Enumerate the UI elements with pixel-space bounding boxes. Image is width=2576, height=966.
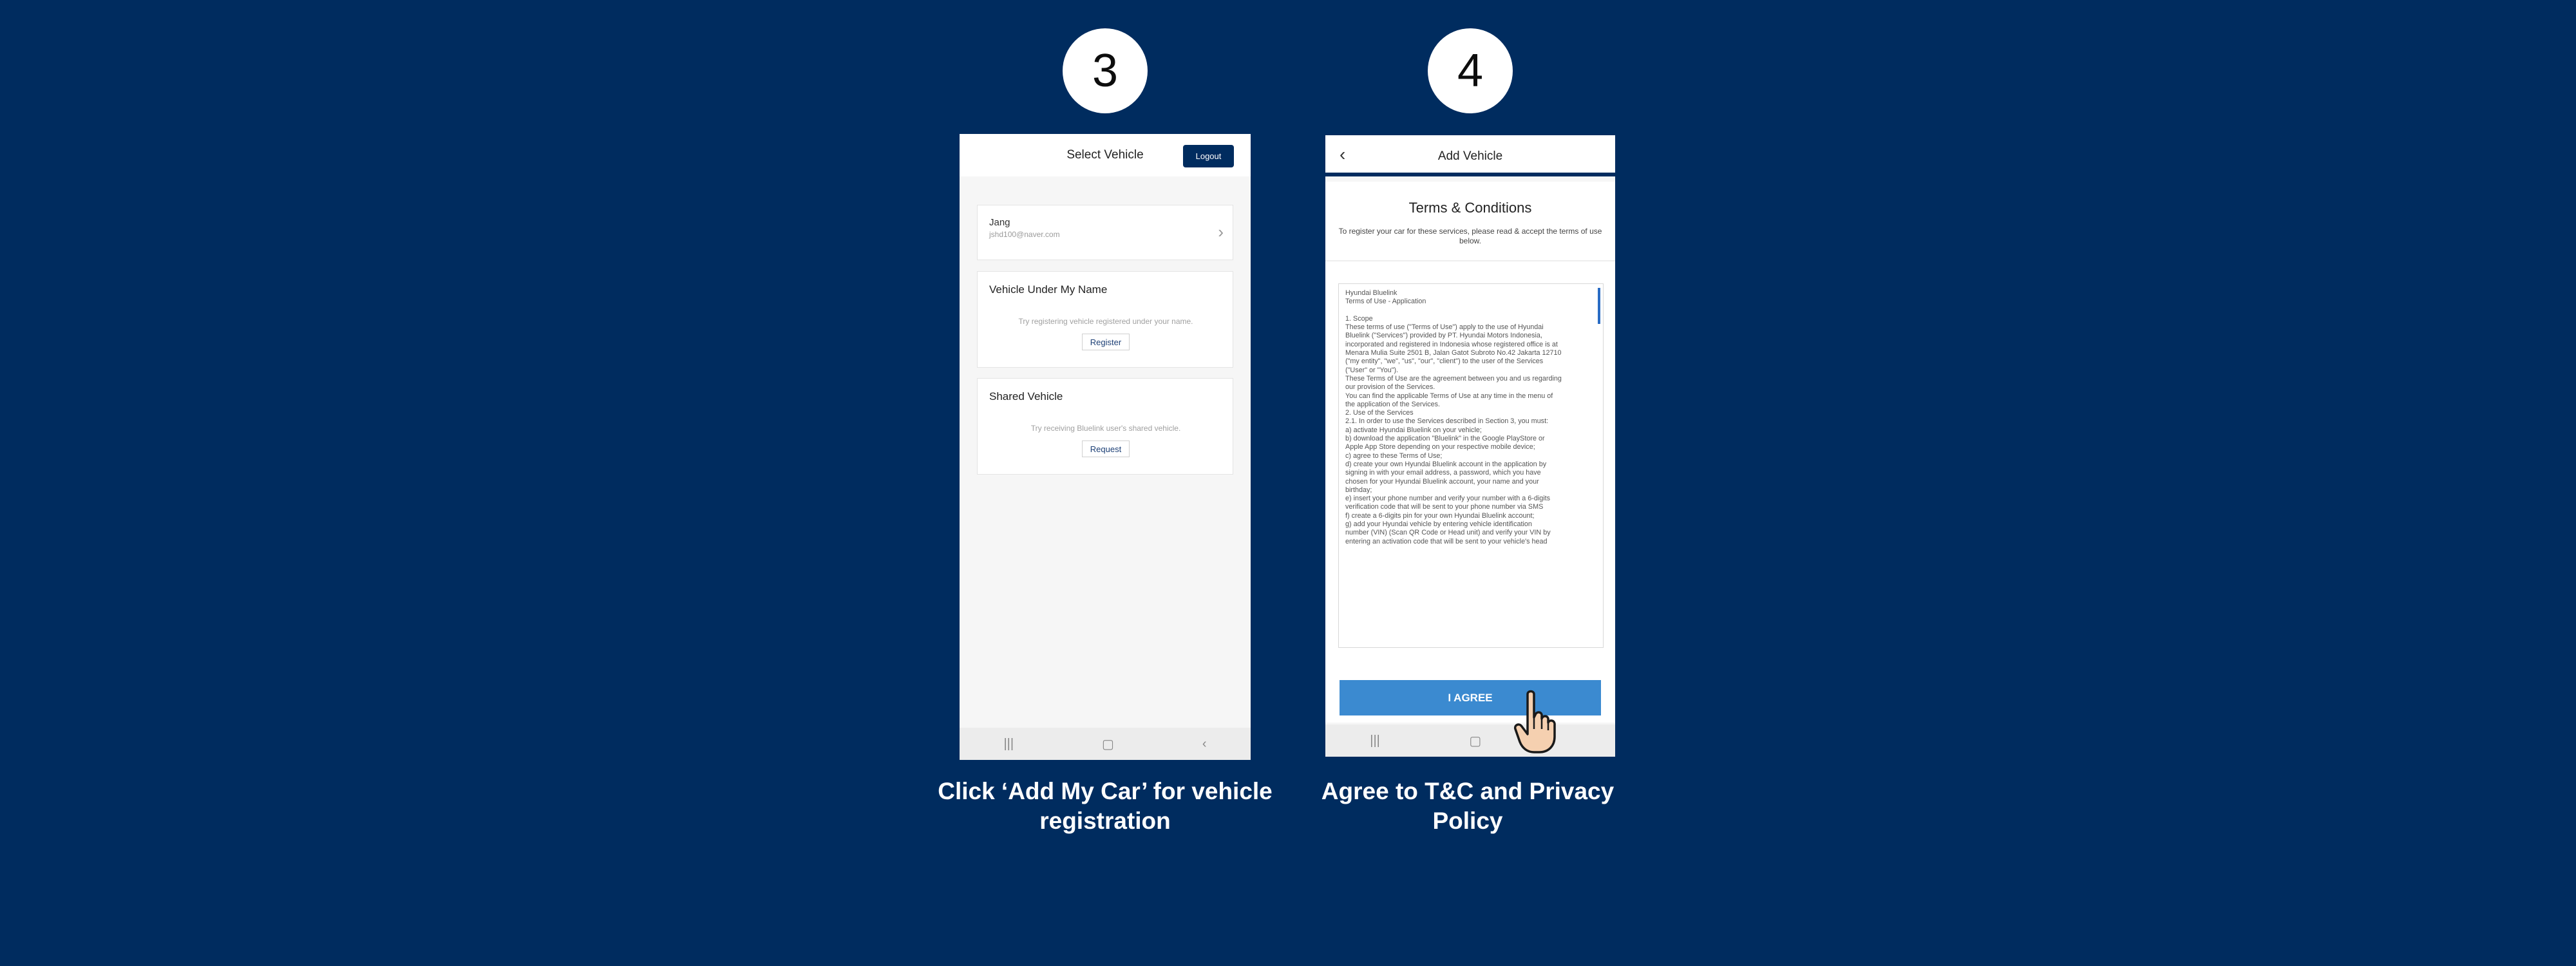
terms-line: e) insert your phone number and verify your number with a 6-digits (1345, 495, 1551, 503)
terms-line: ("my entity", "we", "us", "our", "client") to the user of the Services (1345, 357, 1544, 366)
terms-line: birthday; (1345, 486, 1372, 494)
terms-line: the application of the Services. (1345, 400, 1441, 408)
recent-apps-icon[interactable]: ||| (1370, 733, 1380, 748)
terms-line: ("User" or "You"). (1345, 366, 1399, 374)
back-arrow-icon[interactable]: ‹ (1340, 144, 1346, 164)
terms-line: d) create your own Hyundai Bluelink account in the application by (1345, 460, 1547, 468)
page-title: Select Vehicle (1066, 148, 1144, 162)
terms-line: c) agree to these Terms of Use; (1345, 451, 1443, 460)
terms-line: f) create a 6-digits pin for your own Hyundai Bluelink account; (1345, 511, 1535, 520)
add-vehicle-screen (1325, 135, 1615, 757)
terms-title: Terms & Conditions (1408, 200, 1532, 216)
terms-line: Menara Mulia Suite 2501 B, Jalan Gatot Subroto No.42 Jakarta 12710 (1345, 349, 1562, 357)
user-email: jshd100@naver.com (989, 230, 1060, 239)
step-3-caption: Click ‘Add My Car’ for vehicle registration (938, 778, 1273, 834)
app-header (1325, 135, 1615, 176)
terms-line: g) add your Hyundai vehicle by entering vehicle identification (1345, 520, 1532, 529)
terms-line: Bluelink ("Services") provided by PT. Hyundai Motors Indonesia, (1345, 332, 1542, 340)
terms-line: incorporated and registered in Indonesia whose registered office is at (1345, 340, 1558, 348)
step-3-badge: 3 (1063, 28, 1148, 113)
logout-button[interactable]: Logout (1183, 145, 1234, 167)
card-title: Vehicle Under My Name (989, 283, 1108, 296)
terms-line: Hyundai Bluelink (1345, 289, 1397, 297)
android-nav-bar (960, 728, 1251, 760)
step-4-badge: 4 (1428, 28, 1513, 113)
terms-line: 2. Use of the Services (1345, 409, 1414, 417)
terms-line: These Terms of Use are the agreement between you and us regarding (1345, 374, 1562, 383)
terms-line: 2.1. In order to use the Services described in Section 3, you must: (1345, 417, 1549, 426)
page-title: Add Vehicle (1437, 149, 1503, 163)
card-title: Shared Vehicle (989, 390, 1063, 402)
recent-apps-icon[interactable]: ||| (1003, 736, 1014, 751)
select-vehicle-screen (960, 134, 1251, 760)
terms-line: Apple App Store depending on your respective mobile device; (1345, 443, 1535, 451)
scrollbar[interactable] (1598, 288, 1600, 324)
terms-line: entering an activation code that will be sent to your vehicle's head (1345, 537, 1548, 545)
divider (1325, 260, 1615, 261)
shared-vehicle-card (977, 378, 1233, 475)
terms-subtitle: To register your car for these services, please read & accept the terms of use below. (1338, 227, 1602, 245)
terms-line: You can find the applicable Terms of Use at any time in the menu of (1345, 392, 1553, 400)
step-4-caption: Agree to T&C and Privacy Policy (1321, 778, 1615, 834)
user-name: Jang (989, 217, 1010, 228)
vehicle-under-my-name-card (977, 271, 1233, 368)
terms-line: signing in with your email address, a password, which you have (1345, 469, 1541, 477)
terms-text-box[interactable] (1338, 283, 1604, 648)
terms-line: Terms of Use - Application (1345, 298, 1426, 306)
home-icon[interactable]: ▢ (1102, 737, 1114, 752)
terms-line: 1. Scope (1345, 314, 1373, 323)
terms-line (1345, 307, 1595, 315)
pointing-hand-icon (1513, 689, 1558, 753)
request-button[interactable]: Request (1082, 440, 1130, 457)
android-nav-bar (1325, 724, 1615, 757)
terms-line: b) download the application "Bluelink" in the Google PlayStore or (1345, 435, 1545, 443)
user-account-card[interactable] (977, 205, 1233, 260)
terms-line: our provision of the Services. (1345, 383, 1435, 392)
terms-line: These terms of use ("Terms of Use") apply to the use of Hyundai (1345, 323, 1544, 332)
agree-button[interactable]: I AGREE (1340, 680, 1601, 715)
card-hint: Try receiving Bluelink user's shared vehicle. (1030, 424, 1181, 433)
terms-line: number (VIN) (Scan QR Code or Head unit) and verify your VIN by (1345, 529, 1551, 537)
app-header (960, 134, 1251, 176)
register-button[interactable]: Register (1082, 334, 1130, 350)
home-icon[interactable]: ▢ (1469, 734, 1482, 748)
card-hint: Try registering vehicle registered under your name. (1018, 317, 1193, 326)
chevron-right-icon: › (1218, 222, 1224, 242)
back-icon[interactable]: ‹ (1202, 736, 1207, 751)
terms-line: a) activate Hyundai Bluelink on your vehicle; (1345, 426, 1482, 434)
terms-panel (1325, 182, 1615, 723)
terms-line: chosen for your Hyundai Bluelink account, your name and your (1345, 477, 1539, 486)
terms-line: verification code that will be sent to your phone number via SMS (1345, 503, 1544, 511)
